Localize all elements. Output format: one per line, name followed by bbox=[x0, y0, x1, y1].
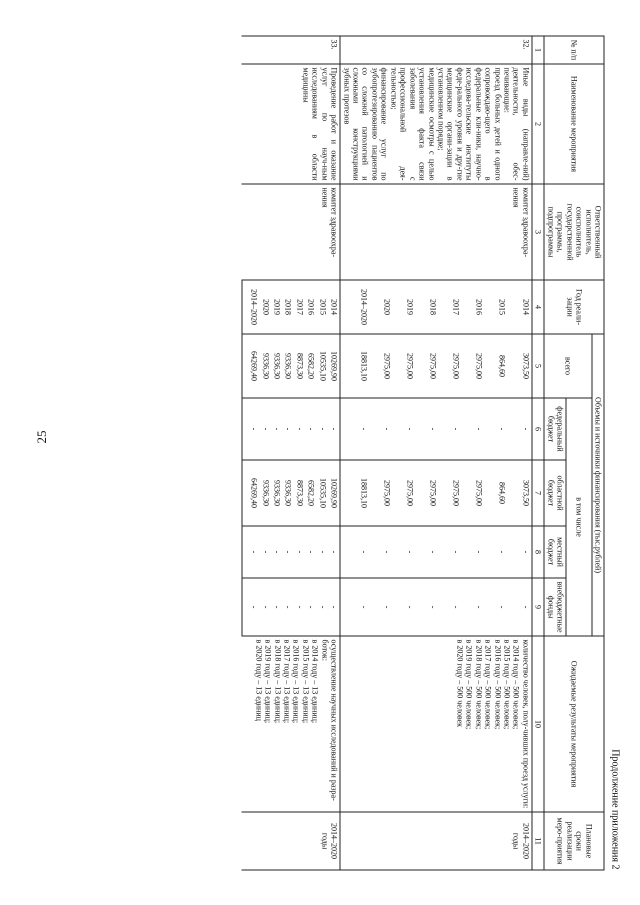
total-cell: 9336,30 bbox=[271, 334, 282, 398]
extra-cell: - bbox=[283, 578, 294, 636]
extra-cell: - bbox=[294, 578, 305, 636]
column-number: 2 bbox=[532, 64, 544, 184]
federal-cell: - bbox=[317, 398, 328, 460]
spacer-cell bbox=[242, 398, 249, 460]
regional-cell: 9336,30 bbox=[283, 460, 294, 526]
extra-cell: - bbox=[347, 578, 370, 636]
local-cell: - bbox=[416, 526, 439, 578]
year-cell: 2019 bbox=[393, 280, 416, 334]
header-result: Ожидаемые результаты мероприятия bbox=[544, 636, 604, 812]
header-including: в том числе bbox=[566, 398, 591, 636]
table-row-32 bbox=[340, 36, 532, 870]
total-cell: 9336,30 bbox=[283, 334, 294, 398]
executor: комитет здравоохра-нения bbox=[340, 184, 532, 280]
year-cell: 2019 bbox=[271, 280, 282, 334]
column-number: 5 bbox=[532, 334, 544, 398]
total-cell: 6582,20 bbox=[305, 334, 316, 398]
page-number: 25 bbox=[34, 430, 49, 444]
regional-cell: 6582,20 bbox=[305, 460, 316, 526]
spacer-cell bbox=[340, 460, 347, 526]
header-deadline: Плановые сроки реализации меро-приятия bbox=[544, 812, 604, 870]
executor: комитет здравоохра-нения bbox=[242, 184, 341, 280]
header-funding: Объемы и источники финансирования (тыс.рублей) bbox=[592, 334, 604, 636]
regional-cell: 3073,50 bbox=[508, 460, 532, 526]
extra-cell: - bbox=[485, 578, 508, 636]
expected-result: количество человек, полу-чивших проезд услуги: в 2014 году – 500 человек; в 2015 году – 500 человек; в 2016 году – 500 человек; в 2017 году – 500 человек; в 2018 году – 500 человек; в 2019 году – 500 человек; в 2020 году – 500 человек bbox=[340, 636, 532, 812]
total-cell: 9336,30 bbox=[260, 334, 271, 398]
year-cell: 2016 bbox=[305, 280, 316, 334]
spacer-cell bbox=[340, 526, 347, 578]
total-cell: 64269,40 bbox=[248, 334, 259, 398]
federal-cell: - bbox=[462, 398, 485, 460]
deadline: 2014–2020 годы bbox=[340, 812, 532, 870]
year-cell: 2014–2020 bbox=[248, 280, 259, 334]
regional-cell: 64269,40 bbox=[248, 460, 259, 526]
extra-cell: - bbox=[508, 578, 532, 636]
year-cell: 2016 bbox=[462, 280, 485, 334]
regional-cell: 2975,00 bbox=[416, 460, 439, 526]
local-cell: - bbox=[462, 526, 485, 578]
regional-cell: 864,60 bbox=[485, 460, 508, 526]
year-cell: 2018 bbox=[283, 280, 294, 334]
federal-cell: - bbox=[248, 398, 259, 460]
header-regional: областной бюджет bbox=[544, 460, 566, 526]
column-number: 1 bbox=[532, 36, 544, 64]
year-cell: 2017 bbox=[439, 280, 462, 334]
federal-cell: - bbox=[347, 398, 370, 460]
column-number: 4 bbox=[532, 280, 544, 334]
local-cell: - bbox=[294, 526, 305, 578]
year-cell: 2015 bbox=[317, 280, 328, 334]
total-cell: 2975,00 bbox=[370, 334, 393, 398]
deadline: 2014–2020 годы bbox=[242, 812, 341, 870]
spacer-cell bbox=[340, 398, 347, 460]
column-number: 11 bbox=[532, 812, 544, 870]
extra-cell: - bbox=[305, 578, 316, 636]
extra-cell: - bbox=[370, 578, 393, 636]
total-cell: 2975,00 bbox=[416, 334, 439, 398]
extra-cell: - bbox=[393, 578, 416, 636]
local-cell: - bbox=[317, 526, 328, 578]
extra-cell: - bbox=[439, 578, 462, 636]
year-cell: 2014 bbox=[328, 280, 340, 334]
federal-cell: - bbox=[416, 398, 439, 460]
regional-cell: 9336,30 bbox=[271, 460, 282, 526]
spacer-cell bbox=[242, 460, 249, 526]
row-number: 32. bbox=[340, 36, 532, 64]
extra-cell: - bbox=[328, 578, 340, 636]
regional-cell: 2975,00 bbox=[462, 460, 485, 526]
column-number-row bbox=[532, 36, 544, 870]
federal-cell: - bbox=[260, 398, 271, 460]
year-cell: 2020 bbox=[370, 280, 393, 334]
local-cell: - bbox=[248, 526, 259, 578]
local-cell: - bbox=[347, 526, 370, 578]
total-cell: 2975,00 bbox=[462, 334, 485, 398]
local-cell: - bbox=[485, 526, 508, 578]
continuation-label: Продолжение приложения 2 bbox=[609, 749, 621, 870]
regional-cell: 2975,00 bbox=[393, 460, 416, 526]
local-cell: - bbox=[260, 526, 271, 578]
rotated-table-sheet bbox=[18, 18, 623, 888]
regional-cell: 18813,10 bbox=[347, 460, 370, 526]
total-cell: 10535,10 bbox=[317, 334, 328, 398]
column-number: 8 bbox=[532, 526, 544, 578]
regional-cell: 8873,30 bbox=[294, 460, 305, 526]
header-extra: внебюджетные фонды bbox=[544, 578, 566, 636]
year-cell: 2020 bbox=[260, 280, 271, 334]
regional-cell: 10535,10 bbox=[317, 460, 328, 526]
spacer-cell bbox=[340, 280, 347, 334]
total-cell: 2975,00 bbox=[439, 334, 462, 398]
header-total: всего bbox=[544, 334, 591, 398]
local-cell: - bbox=[439, 526, 462, 578]
federal-cell: - bbox=[328, 398, 340, 460]
activity-name: Проведение работ и оказание услуг по науч-ным исследованиям в области медицины bbox=[242, 64, 341, 184]
year-cell: 2015 bbox=[485, 280, 508, 334]
header-local: местный бюджет bbox=[544, 526, 566, 578]
extra-cell: - bbox=[271, 578, 282, 636]
year-cell: 2014–2020 bbox=[347, 280, 370, 334]
table-row-33 bbox=[242, 36, 341, 870]
year-cell: 2017 bbox=[294, 280, 305, 334]
header-executor: Ответственный исполнитель, соисполнитель государственной программы, подпрограммы bbox=[544, 184, 604, 280]
federal-cell: - bbox=[305, 398, 316, 460]
extra-cell: - bbox=[317, 578, 328, 636]
spacer-cell bbox=[242, 578, 249, 636]
extra-cell: - bbox=[462, 578, 485, 636]
regional-cell: 10269,90 bbox=[328, 460, 340, 526]
federal-cell: - bbox=[393, 398, 416, 460]
local-cell: - bbox=[305, 526, 316, 578]
header-year: Год реали-зации bbox=[544, 280, 604, 334]
federal-cell: - bbox=[508, 398, 532, 460]
federal-cell: - bbox=[283, 398, 294, 460]
regional-cell: 2975,00 bbox=[439, 460, 462, 526]
column-number: 7 bbox=[532, 460, 544, 526]
local-cell: - bbox=[370, 526, 393, 578]
table-header bbox=[532, 36, 604, 870]
federal-cell: - bbox=[485, 398, 508, 460]
total-cell: 10269,90 bbox=[328, 334, 340, 398]
header-num: № п/п bbox=[544, 36, 604, 64]
header-federal: федеральный бюджет bbox=[544, 398, 566, 460]
total-cell: 8873,30 bbox=[294, 334, 305, 398]
local-cell: - bbox=[283, 526, 294, 578]
column-number: 3 bbox=[532, 184, 544, 280]
local-cell: - bbox=[508, 526, 532, 578]
spacer-cell bbox=[242, 526, 249, 578]
regional-cell: 9336,30 bbox=[260, 460, 271, 526]
row-number: 33. bbox=[242, 36, 341, 64]
federal-cell: - bbox=[439, 398, 462, 460]
extra-cell: - bbox=[416, 578, 439, 636]
regional-cell: 2975,00 bbox=[370, 460, 393, 526]
total-cell: 2975,00 bbox=[393, 334, 416, 398]
activities-table bbox=[241, 36, 604, 871]
extra-cell: - bbox=[248, 578, 259, 636]
federal-cell: - bbox=[294, 398, 305, 460]
year-cell: 2014 bbox=[508, 280, 532, 334]
local-cell: - bbox=[271, 526, 282, 578]
spacer-cell bbox=[242, 334, 249, 398]
local-cell: - bbox=[328, 526, 340, 578]
year-cell: 2018 bbox=[416, 280, 439, 334]
federal-cell: - bbox=[370, 398, 393, 460]
extra-cell: - bbox=[260, 578, 271, 636]
spacer-cell bbox=[242, 280, 249, 334]
spacer-cell bbox=[340, 334, 347, 398]
activity-name: Иные виды (направле-ний) деятельности, обес-печивающие: проезд больных детей и одного сопровождаю-щего в федеральные кли-ники, научно-исследова-тельские институты феде-рального уровня и дру-гие медицинские органи-зации в установленном порядке; медицинские осмотры с целью установления факта связи заболевания с профессиональной дея-тельностью; финансирование услуг по зубопротезированию пациентов со сложной патологией и сложными конструкциями зубных протезов bbox=[340, 64, 532, 184]
total-cell: 3073,50 bbox=[508, 334, 532, 398]
column-number: 10 bbox=[532, 636, 544, 812]
column-number: 6 bbox=[532, 398, 544, 460]
header-name: Наименование мероприятия bbox=[544, 64, 604, 184]
local-cell: - bbox=[393, 526, 416, 578]
column-number: 9 bbox=[532, 578, 544, 636]
expected-result: осуществление научных исследований и разра-боток: в 2014 году – 13 единиц; в 2015 году – 13 единиц; в 2016 году – 13 единиц; в 2017 году – 13 единиц; в 2018 году – 13 единиц; в 2019 году – 13 единиц; в 2020 году – 13 единиц bbox=[242, 636, 341, 812]
spacer-cell bbox=[340, 578, 347, 636]
total-cell: 864,60 bbox=[485, 334, 508, 398]
total-cell: 18813,10 bbox=[347, 334, 370, 398]
federal-cell: - bbox=[271, 398, 282, 460]
